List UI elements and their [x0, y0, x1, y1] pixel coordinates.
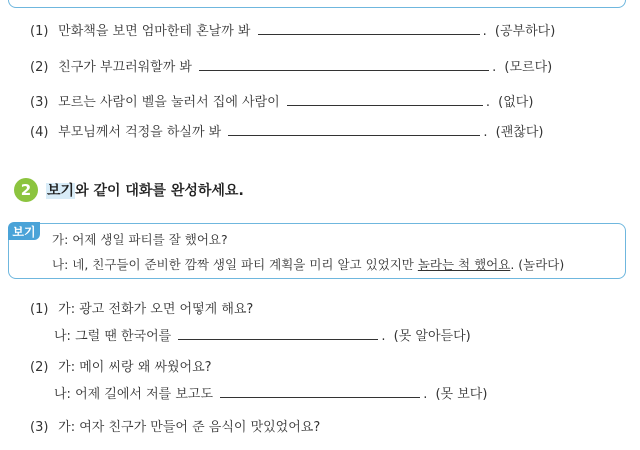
exercise-instruction	[46, 180, 244, 200]
dialog-line-a: 가: 메이 씨랑 왜 싸웠어요?	[58, 360, 212, 375]
item-number: (3)	[30, 95, 49, 110]
item-text: 친구가 부끄러워할까 봐	[58, 60, 192, 75]
dialog-number: (2)	[30, 360, 49, 375]
example-line-b	[52, 255, 564, 275]
dialog-1-b: 나: 그럴 땐 한국어를 . (못 알아듣다)	[54, 325, 471, 345]
dialog-line-b: 나: 그럴 땐 한국어를	[54, 329, 172, 344]
item-hint: (공부하다)	[494, 24, 556, 39]
item-text: 모르는 사람이 벨을 눌러서 집에 사람이	[58, 95, 280, 110]
dialog-line-b: 나: 어제 길에서 저를 보고도	[54, 387, 214, 402]
answer-blank[interactable]	[178, 325, 378, 340]
previous-example-box	[8, 0, 626, 8]
item-number: (1)	[30, 24, 49, 39]
exercise-number-badge: 2	[14, 178, 38, 202]
dialog-2-a	[30, 358, 212, 378]
exercise1-item-1: (1) 만화책을 보면 엄마한테 혼날까 봐 . (공부하다)	[30, 20, 555, 40]
answer-blank[interactable]	[228, 121, 480, 136]
item-hint: (모르다)	[504, 60, 553, 75]
dialog-3-a	[30, 418, 320, 438]
instruction-rest: 와 같이 대화를 완성하세요.	[75, 183, 244, 199]
dialog-hint: (못 알아듣다)	[393, 329, 471, 344]
dialog-line-a: 가: 광고 전화가 오면 어떻게 해요?	[58, 302, 254, 317]
dialog-number: (1)	[30, 302, 49, 317]
dialog-line-a: 가: 여자 친구가 만들어 준 음식이 맛있었어요?	[58, 420, 321, 435]
dialog-hint: (못 보다)	[435, 387, 488, 402]
answer-blank[interactable]	[258, 20, 480, 35]
answer-blank[interactable]	[220, 383, 420, 398]
item-hint: (괜찮다)	[495, 125, 544, 140]
dialog-number: (3)	[30, 420, 49, 435]
item-number: (4)	[30, 125, 49, 140]
example-b-before: 나: 네, 친구들이 준비한 깜짝 생일 파티 계획을 미리 알고 있었지만	[52, 257, 418, 272]
instruction-highlight: 보기	[47, 183, 75, 199]
answer-blank[interactable]	[287, 91, 483, 106]
example-line-a: 가: 어제 생일 파티를 잘 했어요?	[52, 232, 228, 247]
exercise1-item-4: (4) 부모님께서 걱정을 하실까 봐 . (괜찮다)	[30, 121, 543, 141]
item-hint: (없다)	[498, 95, 534, 110]
example-b-after: . (놀라다)	[510, 257, 565, 272]
item-text: 부모님께서 걱정을 하실까 봐	[58, 125, 222, 140]
example-tag: 보기	[8, 222, 40, 240]
example-b-underlined: 놀라는 척 했어요	[417, 257, 511, 272]
exercise1-item-3: (3) 모르는 사람이 벨을 눌러서 집에 사람이 . (없다)	[30, 91, 533, 111]
dialog-1-a	[30, 300, 253, 320]
exercise2-header	[14, 176, 244, 204]
dialog-2-b: 나: 어제 길에서 저를 보고도 . (못 보다)	[54, 383, 487, 403]
exercise1-item-2: (2) 친구가 부끄러워할까 봐 . (모르다)	[30, 56, 552, 76]
item-number: (2)	[30, 60, 49, 75]
item-text: 만화책을 보면 엄마한테 혼날까 봐	[58, 24, 251, 39]
answer-blank[interactable]	[199, 56, 489, 71]
